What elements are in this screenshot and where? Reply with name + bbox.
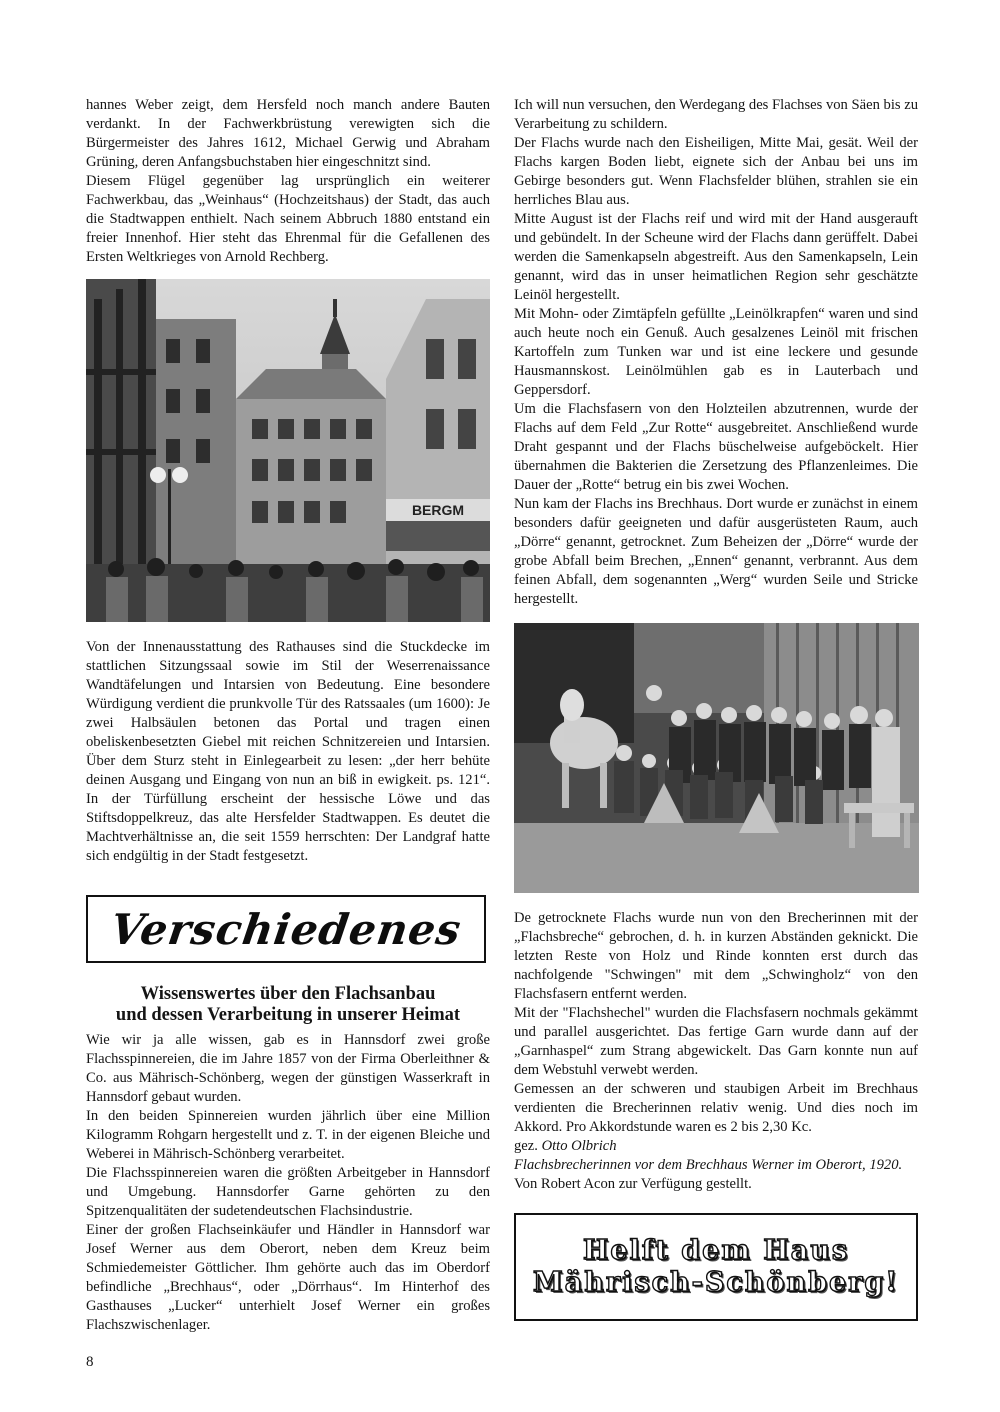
left-column-middle-text [86, 638, 490, 866]
signature-prefix: gez. [514, 1138, 538, 1154]
paragraph: Nun kam der Flachs ins Brechhaus. Dort wurde er zunächst in einem besonders dafür geeigneten und dafür ausgerüsteten Raum, auch „Dörre“ genannt, getrocknet. Zum Beheizen der „Dörre“ wurde der grobe Abfall beim Brechen, „Ennen“ genannt, verbrannt. Aus dem feinen Abfall, dem sogenannten „Werg“ wurden Seile und Stricke hergestellt. [514, 496, 918, 607]
left-column-bottom-text [86, 1031, 490, 1335]
signature-name: Otto Olbrich [541, 1138, 617, 1154]
flax-workers-photo [514, 623, 919, 893]
flax-workers-illustration [514, 623, 919, 893]
paragraph: Mit Mohn- oder Zimtäpfeln gefüllte „Leinölkrapfen“ waren und sind auch heute noch ein Genuß. Auch gesalzenes Leinöl mit frischen Kartoffeln zum Tunken war und ist eine leckere und gesunde Hausmannskost. Leinölmühlen gab es in Lauterbach und Geppersdorf. [514, 306, 918, 398]
paragraph: Diesem Flügel gegenüber lag ursprünglich ein weiterer Fachwerkbau, das „Weinhaus“ (Hochzeitshaus) der Stadt, das auch die Stadtwappen enthielt. Nach seinem Abbruch 1880 entstand ein freier Innenhof. Hier steht das Ehrenmal für die Gefallenen des Ersten Weltkrieges von Arnold Rechberg. [86, 173, 490, 265]
paragraph: In den beiden Spinnereien wurden jährlich über eine Million Kilogramm Rohgarn hergestellt und z. T. in der eigenen Bleiche und Weberei in Mährisch-Schönberg verarbeitet. [86, 1108, 490, 1162]
photo-credit: Von Robert Acon zur Verfügung gestellt. [514, 1176, 752, 1192]
signature-line [514, 1137, 918, 1156]
heading-line-1: Wissenswertes über den Flachsanbau [140, 984, 436, 1004]
appeal-line-2: Mährisch-Schönberg! [532, 1267, 900, 1298]
paragraph: Mitte August ist der Flachs reif und wird mit der Hand ausgerauft und gebündelt. In der Scheune wird der Flachs dann gerüffelt. Dabei werden die Samenkapseln abgestreift. Aus den Samenkapseln, Lein genannt, wird das in unser heimatlichen Region sehr geschätzte Leinöl hergestellt. [514, 211, 918, 303]
heading-line-2: und dessen Verarbeitung in unserer Heimat [115, 1005, 461, 1025]
paragraph: hannes Weber zeigt, dem Hersfeld noch manch andere Bauten verdankt. In der Fachwerkbrüstung verewigten sich die Bürgermeister des Jahres 1612, Michael Gerwig und Abraham Grüning, deren Anfangsbuchstaben hier eingeschnitzt sind. [86, 97, 490, 170]
town-hall-photo [86, 279, 490, 622]
paragraph: Mit der "Flachshechel" wurden die Flachsfasern nochmals gekämmt und parallel ausgerichtet. Das fertige Garn wurde dann auf der „Garnhaspel“ zum Strang abgewickelt. Das Garn konnte nun auf dem Webstuhl verwebt werden. [514, 1005, 918, 1078]
paragraph: Die Flachsspinnereien waren die größten Arbeitgeber in Hannsdorf und Umgebung. Hannsdorfer Garne gehörten zu den Spitzenqualitäten der sudetendeutschen Flachsindustrie. [86, 1165, 490, 1219]
paragraph: De getrocknete Flachs wurde nun von den Brecherinnen mit der „Flachsbreche“ gebrochen, d. h. in kurzen Abständen geknickt. Die letzten Reste von Holz und Rinde konnten erst durch das nachfolgende "Schwingen" mit dem „Schwingholz“ von den Flachsfasern entfernt werden. [514, 910, 918, 1002]
paragraph: Gemessen an der schweren und staubigen Arbeit im Brechhaus verdienten die Brecherinnen relativ wenig. Und dies noch im Akkord. Pro Akkordstunde waren es 2 bis 2,30 Kc. [514, 1081, 918, 1135]
section-banner [86, 895, 486, 963]
paragraph: Von der Innenausstattung des Rathauses sind die Stuckdecke im stattlichen Sitzungssaal sowie im Stil der Weserrenaissance Wandtäfelungen und Intarsien von Bedeutung. Eine besondere Würdigung verdient die prunkvolle Tür des Ratssaales (um 1600): Je zwei Halbsäulen betonen das Portal und tragen einen obeliskenbesetzten Giebel mit reichen Schnitzereien und Intarsien. Über dem Sturz steht in Einlegearbeit zu lesen: „der herr behüte deinen Ausgang und Eingang von nun an biß in ewigkeit. ps. 121“. In der Türfüllung erscheint der hessische Löwe und das Stiftsdoppelkreuz, das alte Hersfelder Stadtwappen. Es deutet die Machtverhältnisse an, die seit 1559 herrschten: Der Landgraf hatte sich endgültig in der Stadt festgesetzt. [86, 639, 490, 864]
right-column-bottom-text [514, 909, 918, 1194]
paragraph: Wie wir ja alle wissen, gab es in Hannsdorf zwei große Flachsspinnereien, die im Jahre 1857 von der Firma Oberleithner & Co. aus Mährisch-Schönberg, wegen der günstigen Wasserkraft in Hannsdorf gebaut wurden. [86, 1032, 490, 1105]
page-number: 8 [86, 1354, 94, 1370]
paragraph: Der Flachs wurde nach den Eisheiligen, Mitte Mai, gesät. Weil der Flachs kargen Boden liebt, eignete sich der Anbau bei uns im Gebirge besonders gut. Wenn Flachsfelder blühen, strahlen sie ein herrliches Blau aus. [514, 135, 918, 208]
left-column-top-text [86, 96, 490, 267]
banner-title: Verschiedenes [107, 904, 465, 954]
shop-sign: BERGM [411, 502, 465, 518]
article-heading [86, 984, 490, 1026]
paragraph: Einer der großen Flachseinkäufer und Händler in Hannsdorf war Josef Werner aus dem Oberort, neben dem Kreuz beim Schmiedemeister Göttlicher. Ihm gehörte auch das im Oberdorf befindliche „Brechhaus“, oder „Dörrhaus“. Im Hinterhof des Gasthauses „Lucker“ unterhielt Josef Werner ein großes Flachszwischenlager. [86, 1222, 490, 1333]
right-column-top-text [514, 96, 918, 609]
appeal-box [514, 1213, 918, 1321]
appeal-line-1: Helft dem Haus [582, 1235, 850, 1266]
town-hall-illustration [86, 279, 490, 622]
photo-caption: Flachsbrecherinnen vor dem Brechhaus Werner im Oberort, 1920. [514, 1157, 903, 1173]
paragraph: Um die Flachsfasern von den Holzteilen abzutrennen, wurde der Flachs auf dem Feld „Zur Rotte“ ausgebreitet. Anschließend wurde Draht gespannt und der Flachs büschelweise aufgeböckelt. Hier übernahmen die Bakterien die Zersetzung des Pflanzenleimes. Die Dauer der „Rotte“ betrug ein bis zwei Wochen. [514, 401, 918, 493]
paragraph: Ich will nun versuchen, den Werdegang des Flachses von Säen bis zu Verarbeitung zu schildern. [514, 97, 918, 132]
